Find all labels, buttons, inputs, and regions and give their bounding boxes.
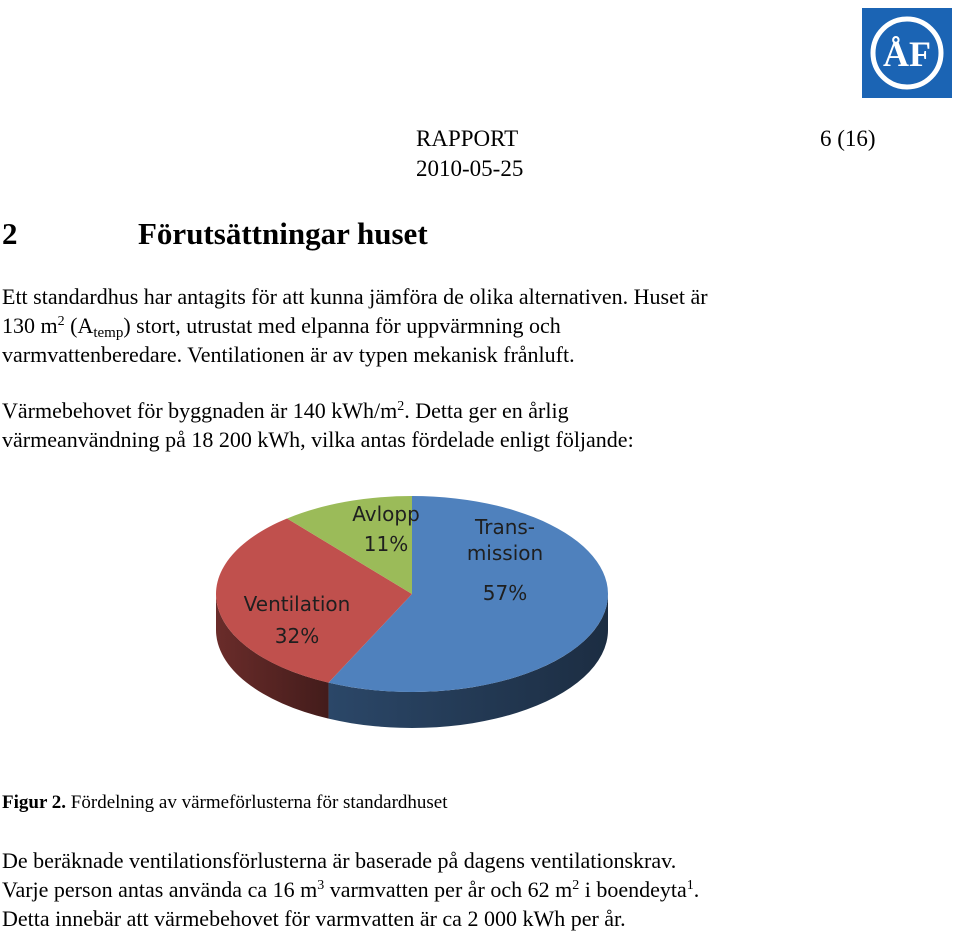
pie-slice-label: mission bbox=[466, 541, 544, 565]
paragraph-assumptions bbox=[2, 846, 699, 933]
logo-letters: ÅF bbox=[883, 34, 931, 74]
report-label: RAPPORT bbox=[416, 126, 519, 151]
heat-loss-pie-chart bbox=[200, 486, 620, 736]
paragraph-line: De beräknade ventilationsförlusterna är baserade på dagens ventilationskrav. bbox=[2, 848, 677, 873]
figure-caption-text: Fördelning av värmeförlusterna för standardhuset bbox=[66, 792, 448, 813]
paragraph-line: Varje person antas använda ca 16 $m^3$ varmvatten per år och 62 $m^2$ i boendeyta$^1$. bbox=[2, 877, 700, 902]
paragraph-line: varmvattenberedare. Ventilationen är av typen mekanisk frånluft. bbox=[2, 342, 575, 367]
pie-slice-label: Ventilation bbox=[243, 592, 351, 616]
pie-slice-percent: 11% bbox=[363, 532, 409, 556]
af-logo bbox=[862, 8, 952, 98]
paragraph-intro bbox=[2, 282, 708, 369]
pie-slice-label: Avlopp bbox=[352, 502, 420, 526]
pie-slice-label: Trans- bbox=[474, 515, 536, 539]
paragraph-line: Värmebehovet för byggnaden är 140 kWh/$m^2$. Detta ger en årlig bbox=[2, 398, 569, 423]
page-number: 6 (16) bbox=[820, 126, 876, 151]
paragraph-line: Detta innebär att värmebehovet för varmvatten är ca 2 000 kWh per år. bbox=[2, 906, 626, 931]
paragraph-heat-demand bbox=[2, 396, 634, 454]
pie-slice-percent: 32% bbox=[274, 624, 320, 648]
paragraph-line: Ett standardhus har antagits för att kunna jämföra de olika alternativen. Huset är bbox=[2, 284, 708, 309]
section-title: Förutsättningar huset bbox=[138, 216, 428, 251]
pie-slice-percent: 57% bbox=[482, 581, 528, 605]
paragraph-line: värmeanvändning på 18 200 kWh, vilka antas fördelade enligt följande: bbox=[2, 427, 634, 452]
report-date: 2010-05-25 bbox=[416, 156, 524, 181]
figure-label: Figur 2. bbox=[2, 792, 67, 813]
footnote-ref: 1 bbox=[686, 878, 694, 893]
section-number: 2 bbox=[2, 216, 18, 251]
paragraph-line: 130 $m^2$ $(A_{temp})$ stort, utrustat med elpanna för uppvärmning och bbox=[2, 313, 561, 341]
figure-caption bbox=[2, 792, 448, 814]
